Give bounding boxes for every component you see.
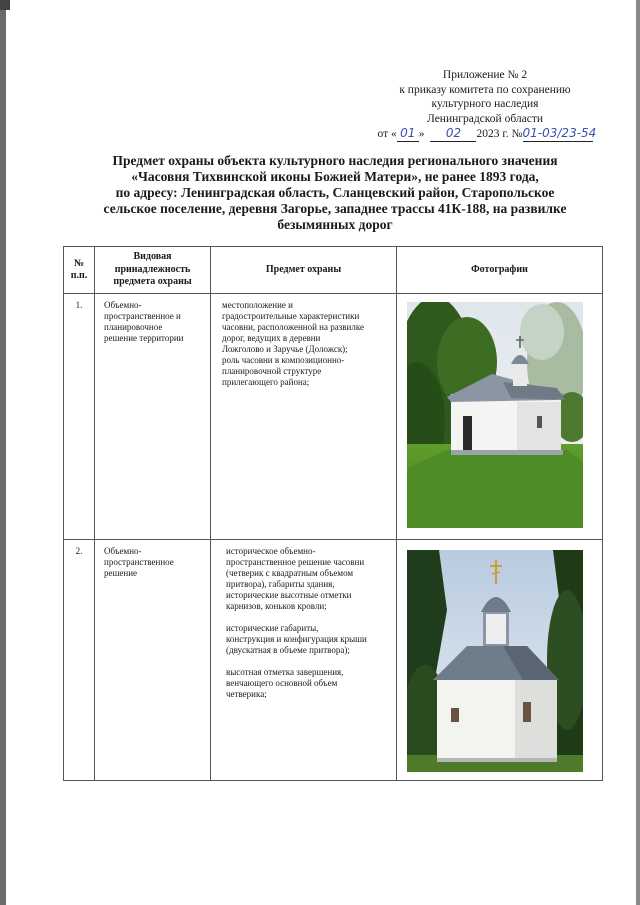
- subject-line: конструкция и конфигурация крыши: [226, 634, 367, 644]
- subject-paragraph: [226, 546, 390, 612]
- subject-line: градостроительные характеристики: [222, 311, 360, 321]
- row-type: [95, 540, 210, 579]
- row-number: 2.: [75, 546, 83, 556]
- protection-subject-table: [63, 246, 603, 781]
- header-num-line: п.п.: [70, 270, 88, 281]
- title-line: по адресу: Ленинградская область, Сланцевский район, Старопольское: [115, 185, 555, 200]
- header-type-line: принадлежность: [114, 263, 191, 275]
- row-type-cell: [95, 294, 211, 540]
- chapel-photo-dome: [407, 550, 583, 772]
- order-number: 01-03/23-54: [522, 126, 597, 140]
- photo-frame: [397, 540, 602, 775]
- row-subject: [211, 294, 396, 388]
- type-line: решение территории: [104, 333, 184, 343]
- subject-line: притвора), габариты здания,: [226, 579, 335, 589]
- header-type-line: Видовая: [133, 251, 172, 263]
- date-prefix: от «: [377, 128, 397, 140]
- type-line: планировочное: [104, 322, 163, 332]
- document-title: [70, 153, 600, 233]
- row-subject-cell: [211, 540, 397, 781]
- subject-line: Ложголово и Заручье (Доложск);: [222, 344, 348, 354]
- title-line: безымянных дорог: [277, 217, 393, 232]
- appendix-line: к приказу комитета по сохранению: [399, 83, 571, 96]
- type-line: пространственное: [104, 557, 174, 567]
- subject-line: высотная отметка завершения,: [226, 667, 344, 677]
- title-line: «Часовня Тихвинской иконы Божией Матери», не ранее 1893 года,: [131, 169, 539, 184]
- type-line: Объемно-: [104, 300, 142, 310]
- subject-line: пространственное решение часовни: [226, 557, 365, 567]
- order-month: 02: [430, 126, 476, 142]
- subject-line: дорог, ведущих в деревни: [222, 333, 321, 343]
- scan-edge-right: [636, 0, 640, 905]
- row-number-cell: [64, 540, 95, 781]
- row-type: [95, 294, 210, 344]
- order-date-line: [340, 126, 630, 142]
- subject-line: исторические габариты,: [226, 623, 319, 633]
- subject-line: историческое объемно-: [226, 546, 316, 556]
- chapel-photo-summer: [407, 302, 583, 528]
- subject-line: четверика;: [226, 689, 267, 699]
- header-type-line: предмета охраны: [113, 276, 192, 288]
- subject-paragraph: [226, 623, 390, 656]
- header-subject: Предмет охраны: [211, 247, 397, 294]
- title-line: Предмет охраны объекта культурного наследия регионального значения: [112, 153, 558, 168]
- appendix-line: Приложение № 2: [442, 69, 528, 81]
- row-photo-cell: [397, 540, 603, 781]
- type-line: Объемно-: [104, 546, 142, 556]
- subject-line: исторические высотные отметки: [226, 590, 352, 600]
- subject-line: планировочной структуре: [222, 366, 322, 376]
- row-photo-cell: [397, 294, 603, 540]
- subject-paragraph: [226, 667, 390, 700]
- subject-line: часовни, расположенной на развилке: [222, 322, 364, 332]
- row-subject: [211, 540, 396, 700]
- header-num: [64, 247, 95, 294]
- header-photos: Фотографии: [397, 247, 603, 294]
- row-subject-cell: [211, 294, 397, 540]
- subject-line: карнизов, коньков кровли;: [226, 601, 327, 611]
- type-line: пространственное и: [104, 311, 181, 321]
- title-line: сельское поселение, деревня Загорье, западнее трассы 41К-188, на развилке: [103, 201, 567, 216]
- subject-line: венчающего основной объем: [226, 678, 338, 688]
- table-header-row: [64, 247, 603, 294]
- subject-line: прилегающего района;: [222, 377, 310, 387]
- table-row: [64, 294, 603, 540]
- subject-paragraph: [222, 300, 390, 388]
- scan-corner: [0, 0, 10, 10]
- header-num-line: №: [73, 257, 85, 269]
- header-type: [95, 247, 211, 294]
- appendix-line: культурного наследия: [431, 98, 539, 110]
- appendix-line: Ленинградской области: [426, 112, 544, 125]
- table-row: [64, 540, 603, 781]
- order-year: 2023 г. №: [476, 128, 523, 140]
- row-number: 1.: [75, 300, 83, 310]
- appendix-header: [340, 68, 630, 142]
- subject-line: (четверик с квадратным объемом: [226, 568, 354, 578]
- subject-line: местоположение и: [222, 300, 293, 310]
- order-day: 01: [397, 126, 419, 142]
- row-type-cell: [95, 540, 211, 781]
- date-mid: »: [418, 128, 425, 140]
- scan-edge-left: [0, 0, 6, 905]
- subject-line: (двускатная в объеме притвора);: [226, 645, 350, 655]
- photo-frame: [397, 294, 602, 531]
- subject-line: роль часовни в композиционно-: [222, 355, 345, 365]
- type-line: решение: [104, 568, 138, 578]
- row-number-cell: [64, 294, 95, 540]
